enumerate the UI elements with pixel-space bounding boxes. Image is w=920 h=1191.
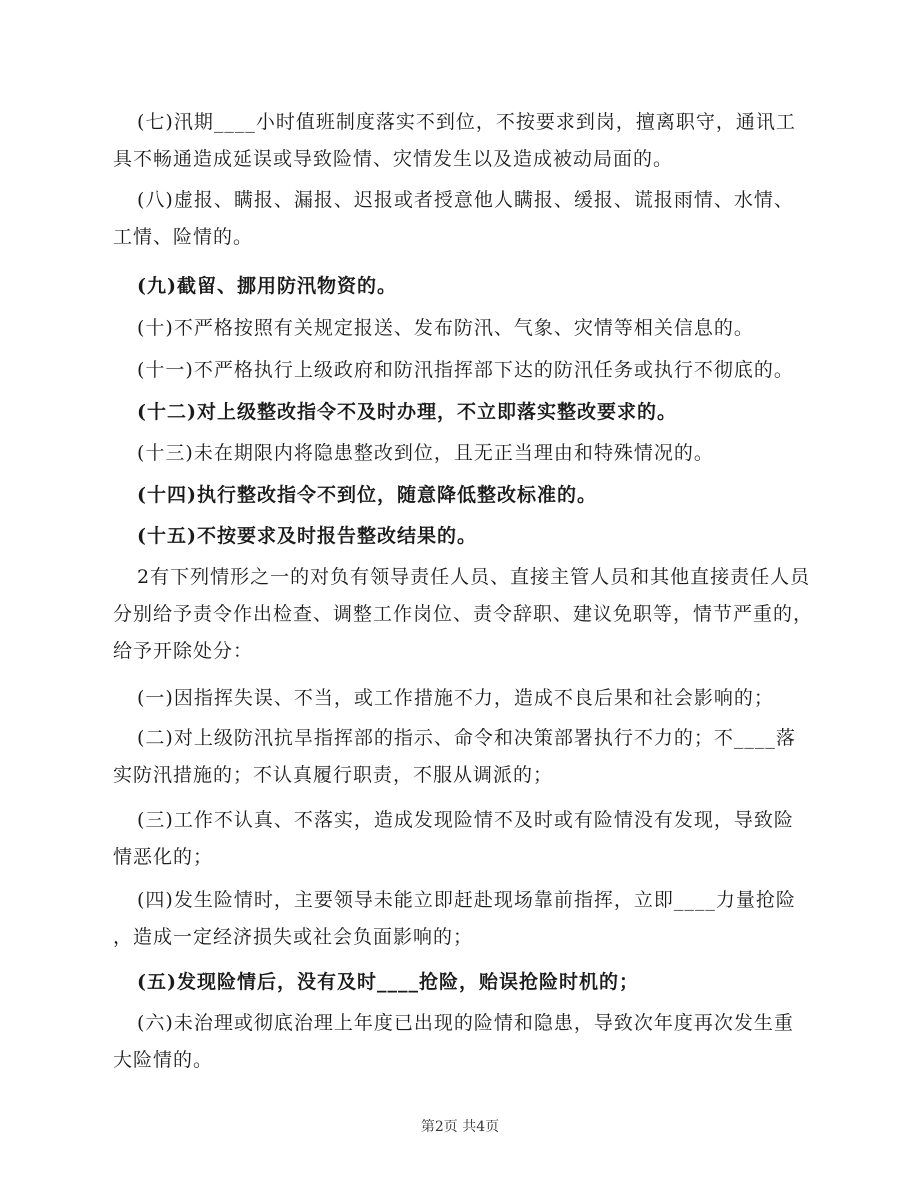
text-line: (十一)不严格执行上级政府和防汛指挥部下达的防汛任务或执行不彻底的。 [137,359,794,381]
text-line: (十)不严格按照有关规定报送、发布防汛、气象、灾情等相关信息的。 [137,317,754,339]
text-line: (五)发现险情后，没有及时____抢险，贻误抢险时机的； [137,971,639,993]
paragraph-san [113,802,813,876]
text-line: (一)因指挥失误、不当，或工作措施不力，造成不良后果和社会影响的； [137,687,774,709]
text-line: (二)对上级防汛抗旱指挥部的指示、命令和决策部署执行不力的；不____落 [137,727,796,749]
paragraph-ba [113,182,813,256]
paragraph-shisan [113,435,813,472]
text-line: (六)未治理或彻底治理上年度已出现的险情和隐患，导致次年度再次发生重 [137,1012,794,1034]
text-line: (十四)执行整改指令不到位，随意降低整改标准的。 [137,484,597,506]
text-line: (十三)未在期限内将隐患整改到位，且无正当理由和特殊情况的。 [137,442,714,464]
paragraph-section-2 [113,559,813,670]
text-line: (八)虚报、瞒报、漏报、迟报或者授意他人瞒报、缓报、谎报雨情、水情、 [137,189,794,211]
paragraph-jiu [113,268,813,305]
text-line: (三)工作不认真、不落实，造成发现险情不及时或有险情没有发现，导致险 [137,809,794,831]
paragraph-liu [113,1005,813,1079]
text-line: 分别给予责令作出检查、调整工作岗位、责令辞职、建议免职等，情节严重的， [113,603,814,625]
paragraph-shiwu [113,518,813,555]
text-line: 2有下列情形之一的对负有领导责任人员、直接主管人员和其他直接责任人员 [137,566,811,588]
text-line: 实防汛措施的；不认真履行职责，不服从调派的； [113,764,554,786]
paragraph-yi [113,680,813,717]
text-line: 工情、险情的。 [113,226,254,248]
paragraph-qi [113,104,813,178]
text-line: (九)截留、挪用防汛物资的。 [137,275,397,297]
text-line: 具不畅通造成延误或导致险情、灾情发生以及造成被动局面的。 [113,148,674,170]
text-line: (七)汛期____小时值班制度落实不到位，不按要求到岗，擅离职守，通讯工 [137,111,796,133]
paragraph-shisi [113,477,813,514]
paragraph-shier [113,394,813,431]
text-line: 情恶化的； [113,846,214,868]
text-line: (十五)不按要求及时报告整改结果的。 [137,525,477,547]
text-line: 大险情的。 [113,1049,214,1071]
page-footer: 第2页 共4页 [420,1119,500,1135]
paragraph-shi [113,310,813,347]
paragraph-er [113,720,813,794]
text-line: ，造成一定经济损失或社会负面影响的； [113,926,474,948]
paragraph-wu [113,964,813,1001]
text-line: (十二)对上级整改指令不及时办理，不立即落实整改要求的。 [137,401,677,423]
paragraph-shiyi [113,352,813,389]
text-line: 给予开除处分： [113,640,254,662]
paragraph-si [113,882,813,956]
text-line: (四)发生险情时，主要领导未能立即赶赴现场靠前指挥，立即____力量抢险 [137,889,796,911]
